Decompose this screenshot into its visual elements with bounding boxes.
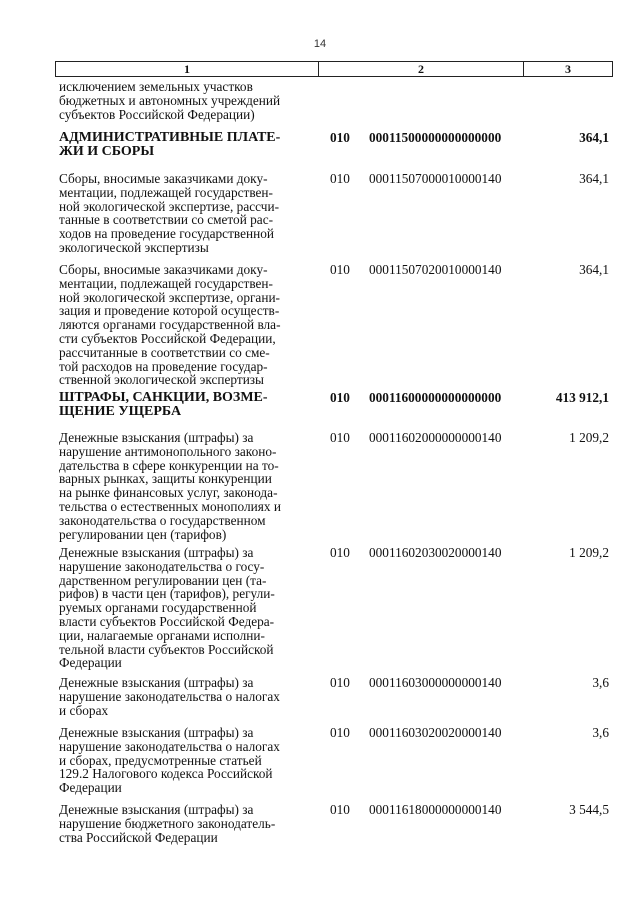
description-line: ходов на проведение государственной bbox=[59, 226, 274, 242]
amount: 1 209,2 bbox=[569, 430, 609, 445]
admin-code: 010 bbox=[330, 802, 350, 817]
row-description bbox=[59, 803, 315, 844]
description-line: 129.2 Налогового кодекса Российской bbox=[59, 766, 273, 782]
budget-classification-code: 00011507020010000140 bbox=[369, 262, 502, 277]
description-line: Денежные взыскания (штрафы) за bbox=[59, 545, 254, 560]
description-line: Сборы, вносимые заказчиками доку- bbox=[59, 171, 268, 186]
amount: 364,1 bbox=[579, 171, 609, 186]
column-header-2: 2 bbox=[418, 62, 424, 76]
description-line: Федерации bbox=[59, 780, 122, 796]
budget-classification-code: 00011602030020000140 bbox=[369, 545, 502, 560]
description-line: нарушение антимонопольного законо- bbox=[59, 443, 277, 459]
amount: 3,6 bbox=[592, 725, 609, 740]
description-line: тельства о естественных монополиях и bbox=[59, 498, 281, 514]
description-line: Денежные взыскания (штрафы) за bbox=[59, 430, 254, 445]
admin-code: 010 bbox=[330, 171, 350, 186]
description-line: субъектов Российской Федерации) bbox=[59, 106, 255, 122]
admin-code: 010 bbox=[330, 675, 350, 690]
row-description bbox=[59, 391, 315, 419]
description-line: рассчитанные в соответствии со сме- bbox=[59, 344, 270, 360]
description-line: дарственном регулировании цен (та- bbox=[59, 572, 267, 588]
admin-code: 010 bbox=[330, 130, 350, 145]
table-border-right bbox=[612, 62, 613, 76]
description-line: нарушение законодательства о налогах bbox=[59, 688, 280, 704]
description-line: варных рынках, защиты конкуренции bbox=[59, 471, 272, 487]
description-line: ства Российской Федерации bbox=[59, 829, 218, 845]
row-description bbox=[59, 131, 315, 159]
description-line: ментации, подлежащей государствен- bbox=[59, 275, 273, 291]
row-description bbox=[59, 80, 315, 121]
admin-code: 010 bbox=[330, 430, 350, 445]
description-line: нарушение законодательства о налогах bbox=[59, 738, 280, 754]
budget-classification-code: 00011507000010000140 bbox=[369, 171, 502, 186]
description-line: дательства в сфере конкуренции на то- bbox=[59, 457, 279, 473]
description-line: нарушение бюджетного законодатель- bbox=[59, 815, 276, 831]
description-line: ляются органами государственной вла- bbox=[59, 317, 281, 333]
description-line: АДМИНИСТРАТИВНЫЕ ПЛАТЕ- bbox=[59, 130, 281, 145]
admin-code: 010 bbox=[330, 725, 350, 740]
description-line: ной экологической экспертизе, рассчи- bbox=[59, 198, 279, 214]
budget-classification-code: 00011500000000000000 bbox=[369, 130, 502, 145]
description-line: и сборах bbox=[59, 702, 109, 718]
description-line: зация и проведение которой осуществ- bbox=[59, 303, 280, 319]
description-line: Сборы, вносимые заказчиками доку- bbox=[59, 262, 268, 277]
description-line: тельной власти субъектов Российской bbox=[59, 641, 274, 657]
row-description bbox=[59, 172, 315, 255]
budget-classification-code: 00011602000000000140 bbox=[369, 430, 502, 445]
row-description bbox=[59, 431, 315, 541]
description-line: ственной экологической экспертизы bbox=[59, 372, 264, 388]
description-line: Денежные взыскания (штрафы) за bbox=[59, 675, 254, 690]
row-description bbox=[59, 546, 315, 670]
description-line: ЩЕНИЕ УЩЕРБА bbox=[59, 404, 182, 419]
description-line: ЖИ И СБОРЫ bbox=[59, 144, 155, 159]
description-line: ментации, подлежащей государствен- bbox=[59, 184, 273, 200]
description-line: и сборах, предусмотренные статьей bbox=[59, 752, 262, 768]
description-line: ШТРАФЫ, САНКЦИИ, ВОЗМЕ- bbox=[59, 390, 268, 405]
description-line: нарушение законодательства о госу- bbox=[59, 558, 265, 574]
description-line: Денежные взыскания (штрафы) за bbox=[59, 802, 254, 817]
description-line: власти субъектов Российской Федера- bbox=[59, 613, 275, 629]
amount: 3 544,5 bbox=[569, 802, 609, 817]
description-line: исключением земельных участков bbox=[59, 79, 253, 94]
table-header-bottom-border bbox=[55, 76, 613, 77]
budget-classification-code: 00011618000000000140 bbox=[369, 802, 502, 817]
description-line: той расходов на проведение государ- bbox=[59, 358, 268, 374]
description-line: Денежные взыскания (штрафы) за bbox=[59, 725, 254, 740]
description-line: ной экологической экспертизе, органи- bbox=[59, 289, 280, 305]
amount: 1 209,2 bbox=[569, 545, 609, 560]
column-header-3: 3 bbox=[565, 62, 571, 76]
row-description bbox=[59, 726, 315, 795]
description-line: на рынке финансовых услуг, законода- bbox=[59, 485, 278, 501]
column-header-1: 1 bbox=[184, 62, 190, 76]
row-description bbox=[59, 676, 315, 717]
description-line: танные в соответствии со сметой рас- bbox=[59, 212, 274, 228]
description-line: руемых органами государственной bbox=[59, 600, 257, 616]
budget-classification-code: 00011600000000000000 bbox=[369, 390, 502, 405]
description-line: Федерации bbox=[59, 655, 122, 671]
description-line: экологической экспертизы bbox=[59, 239, 209, 255]
amount: 364,1 bbox=[579, 130, 609, 145]
page-number: 14 bbox=[313, 38, 327, 50]
description-line: ции, налагаемые органами исполни- bbox=[59, 627, 265, 643]
budget-classification-code: 00011603020020000140 bbox=[369, 725, 502, 740]
row-description bbox=[59, 263, 315, 387]
description-line: бюджетных и автономных учреждений bbox=[59, 92, 281, 108]
budget-classification-code: 00011603000000000140 bbox=[369, 675, 502, 690]
amount: 413 912,1 bbox=[555, 390, 609, 405]
amount: 3,6 bbox=[592, 675, 609, 690]
description-line: регулировании цен (тарифов) bbox=[59, 526, 227, 542]
admin-code: 010 bbox=[330, 262, 350, 277]
admin-code: 010 bbox=[330, 545, 350, 560]
description-line: сти субъектов Российской Федерации, bbox=[59, 330, 276, 346]
admin-code: 010 bbox=[330, 390, 350, 405]
description-line: рифов) в части цен (тарифов), регули- bbox=[59, 586, 275, 602]
description-line: законодательства о государственном bbox=[59, 512, 266, 528]
amount: 364,1 bbox=[579, 262, 609, 277]
